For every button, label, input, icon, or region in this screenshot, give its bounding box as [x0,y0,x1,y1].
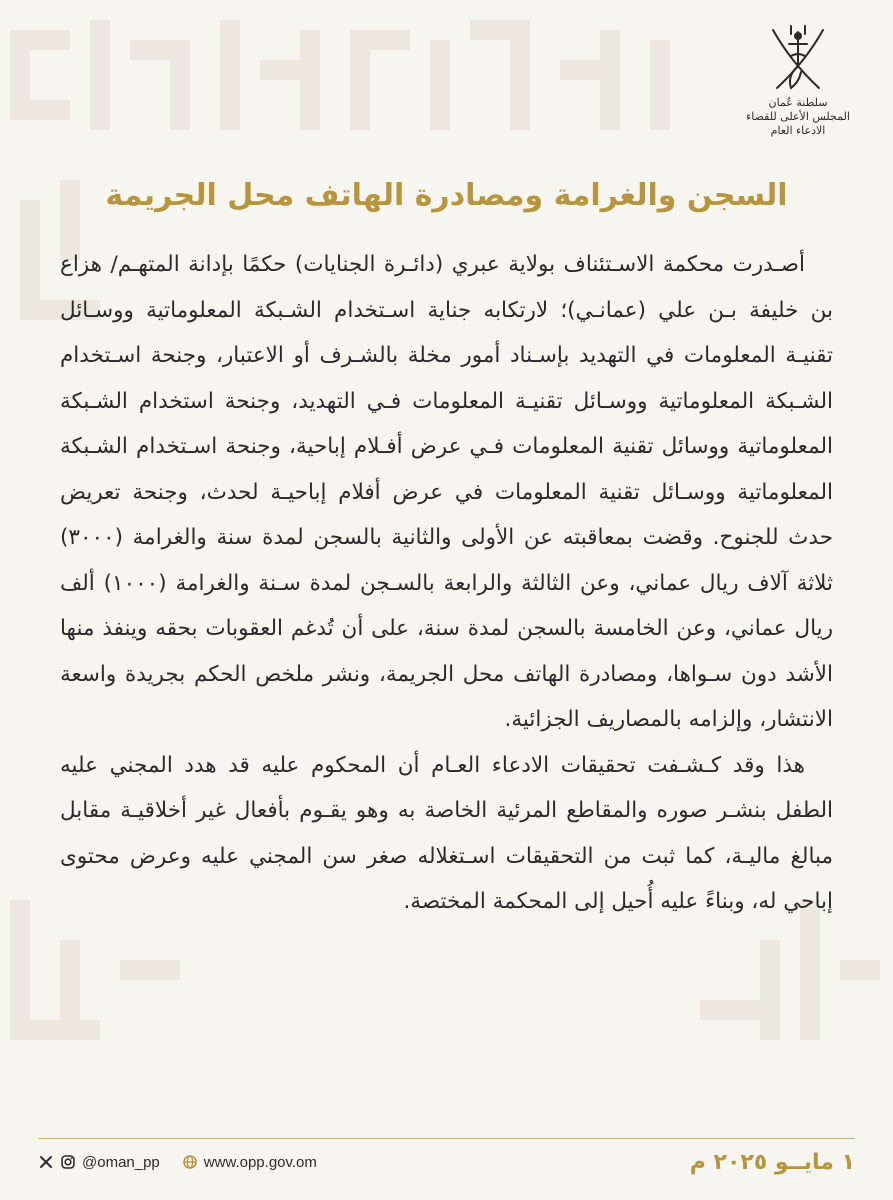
pattern-block [350,30,370,130]
khanjar-crossed-swords-emblem-icon [761,22,835,96]
social-handle[interactable]: @oman_pp [82,1153,160,1171]
pattern-block [510,20,530,130]
pattern-block [170,40,190,130]
x-icon[interactable] [38,1154,54,1170]
article-paragraph: هذا وقد كـشـفت تحقيقات الادعاء العـام أن المحكوم عليه قد هدد المجني عليه الطفل بنشـر صوره والمقاطع المرئية الخاصة به وهو يقـوم بأفعال غير أخلاقيـة مقابل مبالغ ماليـة، كما ثبت من التحقيقات اسـتغلاله صغر سن المجني عليه وعرض محتوى إباحي له، وبناءً عليه أُحيل إلى المحكمة المختصة. [60,752,833,914]
pattern-block [10,100,70,120]
pattern-block [220,20,240,130]
article-body [60,242,833,925]
instagram-icon[interactable] [60,1154,76,1170]
header-emblem [743,22,853,138]
publication-date: ١ مايــو ٢٠٢٥ م [689,1149,855,1175]
social-handle-link[interactable] [38,1154,160,1171]
footer [38,1145,855,1179]
pattern-block [760,940,780,1040]
org-name-line: الادعاء العام [770,124,826,137]
globe-icon [182,1154,198,1170]
pattern-block [120,960,180,980]
pattern-block [90,20,110,130]
pattern-block [700,1000,760,1020]
pattern-block [10,1020,100,1040]
pattern-block [60,940,80,1020]
pattern-block [10,900,30,1040]
pattern-block [650,40,670,130]
website-link[interactable] [182,1154,317,1171]
footer-divider [38,1138,855,1139]
pattern-block [300,30,320,130]
article-title: السجن والغرامة ومصادرة الهاتف محل الجريمة [105,178,788,213]
article-paragraph: أصـدرت محكمة الاسـتئناف بولاية عبري (دائـرة الجنايات) حكمًا بإدانة المتهـم/ هزاع بن خليفة بـن علي (عمانـي)؛ لارتكابه جناية اسـتخدام الشـبكة المعلوماتية ووسـائل تقنيـة المعلومات في التهديد بإسـناد أمور مخلة بالشـرف أو الاعتبار، وجنحة اسـتخدام الشـبكة المعلوماتية ووسـائل تقنيـة المعلومات فـي التهديد، وجنحة استخدام الشـبكة المعلوماتية ووسائل تقنية المعلومات فـي عرض أفـلام إباحية، وجنحة اسـتخدام الشـبكة المعلوماتية ووسـائل تقنية المعلومات في عرض أفلام إباحيـة لحدث، وجنحة تعريض حدث للجنوح. وقضت بمعاقبته عن الأولى والثانية بالسجن لمدة سنة والغرامة (٣٠٠٠) ثلاثة آلاف ريال عماني، وعن الثالثة والرابعة بالسـجن لمدة سـنة والغرامة (١٠٠٠) ألف ريال عماني، وعن الخامسة بالسجن لمدة سنة، على أن تُدغم العقوبات بحقه وينفذ منها الأشد دون سـواها، ومصادرة الهاتف محل الجريمة، ونشر ملخص الحكم بجريدة واسعة الانتشار، وإلزامه بالمصاريف الجزائية. [60,252,833,732]
org-name-line: المجلس الأعلى للقضاء [746,110,850,123]
pattern-block [840,960,880,980]
pattern-block [600,30,620,130]
footer-contacts [38,1154,317,1171]
pattern-block [430,40,450,130]
org-name-line: سلطنة عُمان [768,96,828,109]
website-url[interactable]: www.opp.gov.om [203,1153,317,1171]
